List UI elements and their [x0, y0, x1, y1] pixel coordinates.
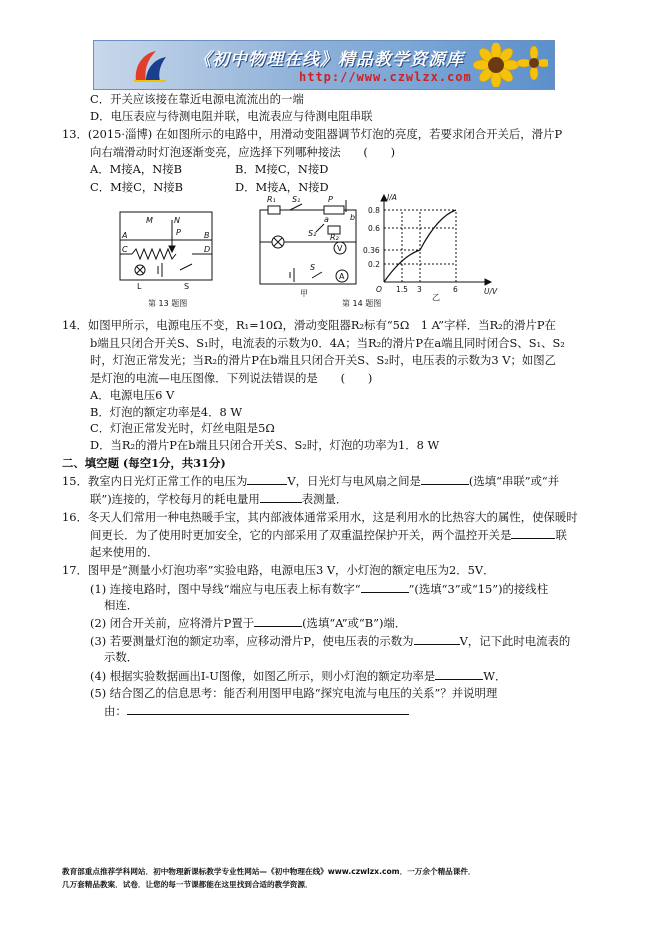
q13-option-d: D．M接A，N接D: [235, 180, 329, 194]
fig14-ytick-0.6: 0.6: [368, 224, 380, 233]
q13-option-b: B．M接C，N接D: [235, 162, 329, 176]
fig14-graph-xlabel: U/V: [484, 287, 498, 296]
fig14-label-s: S: [310, 263, 316, 272]
q16-text-2: 联: [555, 528, 567, 542]
q16-blank-1[interactable]: [511, 527, 555, 539]
q17-part3: [90, 633, 570, 648]
footer-line-2: 几万套精品教案．试卷．让您的每一节课都能在这里找到合适的教学资源．: [62, 880, 313, 889]
fig14-caption: 第 14 题图: [342, 299, 382, 308]
q17-part3-blank[interactable]: [414, 633, 460, 645]
fig14-label-yi: 乙: [432, 293, 440, 302]
section-fill-blank-heading: 二、填空题 (每空1分，共31分): [62, 456, 226, 470]
sunflower-icon: [456, 43, 548, 87]
fig14-label-a: a: [324, 215, 329, 224]
fig14-label-b: b: [350, 213, 356, 222]
q17-part1-text-2: ”(选填“3”或“15”)的接线柱: [408, 582, 549, 596]
q17-part5-answer: [104, 703, 409, 718]
q17-part1-blank[interactable]: [361, 581, 409, 593]
fig14-label-v: V: [337, 244, 343, 253]
q14-option-b: B．灯泡的额定功率是4．8 W: [90, 405, 243, 419]
q13-stem-cont: 向右端滑动时灯泡逐渐变亮，应选择下列哪种接法 ( ): [90, 145, 396, 159]
q14-option-c: C．灯泡正常发光时，灯丝电阻是5Ω: [90, 421, 275, 435]
figures-13-14: [110, 192, 500, 322]
footer-line-1: 教育部重点推荐学科网站．初中物理新课标教学专业性网站—《初中物理在线》www.czwlzx.com．一万余个精品课件．: [62, 867, 476, 876]
banner-title: 《初中物理在线》精品教学资源库: [194, 50, 464, 70]
q15-line-2: [90, 491, 347, 506]
q15-blank-3[interactable]: [260, 491, 302, 503]
fig14-label-p: P: [328, 195, 333, 204]
banner-url[interactable]: http://www.czwlzx.com: [299, 70, 472, 84]
q17-part5-blank[interactable]: [127, 703, 409, 715]
q15-blank-2[interactable]: [421, 473, 469, 485]
fig13-label-a: A: [122, 231, 128, 240]
q17-part3-text-1: (3) 若要测量灯泡的额定功率，应移动滑片P，使电压表的示数为: [90, 634, 414, 648]
fig13-label-s: S: [184, 282, 190, 291]
q13-option-c: C．M接C，N接B: [90, 180, 183, 194]
q14-option-d: D．当R₂的滑片P在b端且只闭合开关S、S₂时，灯泡的功率为1．8 W: [90, 438, 440, 452]
q17-part3-cont: 示数．: [104, 650, 139, 664]
q17-part2: [90, 615, 406, 630]
fig13-label-l: L: [137, 282, 142, 291]
q13-stem: 13．(2015·淄博) 在如图所示的电路中，用滑动变阻器调节灯泡的亮度，若要求闭合开关后，滑片P: [62, 127, 563, 141]
fig14-ytick-0.36: 0.36: [363, 246, 380, 255]
q17-part1-cont: 相连．: [104, 598, 139, 612]
q17-part1-text-1: (1) 连接电路时，图中导线“端应与电压表上标有数字“: [90, 582, 361, 596]
q17-part5-text: 由：: [104, 704, 127, 718]
q14-option-a: A．电源电压6 V: [90, 388, 175, 402]
q17-part2-blank[interactable]: [254, 615, 302, 627]
q15-text-5: 表测量．: [301, 492, 348, 506]
fig14-label-r2: R₂: [330, 233, 339, 242]
q14-stem: 14．如图甲所示，电源电压不变，R₁=10Ω，滑动变阻器R₂标有“5Ω 1 A”字样．当R₂的滑片P在: [62, 318, 556, 332]
fig14-graph-ylabel: I/A: [387, 193, 397, 202]
fig14-label-r1: R₁: [267, 195, 276, 204]
q16-line-1: 16．冬天人们常用一种电热暖手宝，其内部液体通常采用水，这是利用水的比热容大的属性，使保暖时: [62, 510, 578, 524]
fig14-label-ammeter: A: [339, 272, 345, 281]
fig13-label-m: M: [146, 216, 153, 225]
q15-blank-1[interactable]: [247, 473, 287, 485]
q17-part4-text-1: (4) 根据实验数据画出I-U图像，如图乙所示，则小灯泡的额定功率是: [90, 669, 436, 683]
q17-part2-text-2: (选填“A”或“B”)端．: [302, 616, 407, 630]
fig13-caption: 第 13 题图: [148, 299, 188, 308]
q15-text-4: 联”)连接的，学校每月的耗电量用: [90, 492, 260, 506]
fig14-graph-origin: O: [376, 285, 382, 294]
q17-part2-text-1: (2) 闭合开关前，应将滑片P置于: [90, 616, 255, 630]
q12-option-c: C．开关应该接在靠近电源电流流出的一端: [90, 92, 304, 106]
figure-14-graph: [381, 195, 491, 285]
q16-text-1: 间更长．为了使用时更加安全，它的内部采用了双重温控保护开关，两个温控开关是: [90, 528, 512, 542]
q16-line-3: 起来使用的．: [90, 545, 159, 559]
fig14-xtick-1.5: 1.5: [396, 285, 408, 294]
q14-stem-4: 是灯泡的电流—电压图像．下列说法错误的是 ( ): [90, 371, 373, 385]
fig14-label-s1: S₁: [292, 195, 301, 204]
fig14-xtick-6: 6: [453, 285, 458, 294]
q14-stem-3: 时，灯泡正常发光；当R₂的滑片P在b端且只闭合开关S、S₂时，电压表的示数为3 V；如图乙: [90, 353, 557, 367]
q17-part5: (5) 结合图乙的信息思考：能否利用图甲电路“探究电流与电压的关系”？并说明理: [90, 686, 498, 700]
q17-part4-text-2: W．: [483, 669, 507, 683]
q17-part4-blank[interactable]: [435, 668, 483, 680]
fig14-label-jia: 甲: [300, 289, 308, 298]
q17-part1: [90, 581, 548, 596]
site-logo-icon: [130, 47, 170, 85]
fig13-label-d: D: [204, 245, 211, 254]
q14-stem-2: b端且只闭合开关S、S₁时，电流表的示数为0．4A；当R₂的滑片P在a端且同时闭合S、S₁、S₂: [90, 336, 565, 350]
q17-stem: 17．图甲是“测量小灯泡功率”实验电路，电源电压3 V，小灯泡的额定电压为2．5V．: [62, 563, 495, 577]
q17-part3-text-2: V，记下此时电流表的: [459, 634, 571, 648]
q12-option-d: D．电压表应与待测电阻并联，电流表应与待测电阻串联: [90, 109, 373, 123]
fig14-label-s2: S₂: [308, 229, 317, 238]
fig13-label-p: P: [176, 228, 181, 237]
q15-text-2: V，日光灯与电风扇之间是: [287, 474, 421, 488]
fig13-label-c: C: [122, 245, 128, 254]
q15-line-1: [62, 473, 559, 488]
fig14-ytick-0.8: 0.8: [368, 206, 380, 215]
q15-text-3: (选填“串联”或“并: [468, 474, 560, 488]
fig13-label-b: B: [204, 231, 210, 240]
fig14-xtick-3: 3: [417, 285, 422, 294]
q15-text-1: 15．教室内日光灯正常工作的电压为: [62, 474, 248, 488]
figure-13-circuit: [120, 212, 212, 280]
q16-line-2: [90, 527, 567, 542]
fig13-label-n: N: [174, 216, 180, 225]
q17-part4: [90, 668, 506, 683]
fig14-ytick-0.2: 0.2: [368, 260, 380, 269]
header-banner: [93, 40, 555, 90]
q13-option-a: A．M接A，N接B: [90, 162, 183, 176]
